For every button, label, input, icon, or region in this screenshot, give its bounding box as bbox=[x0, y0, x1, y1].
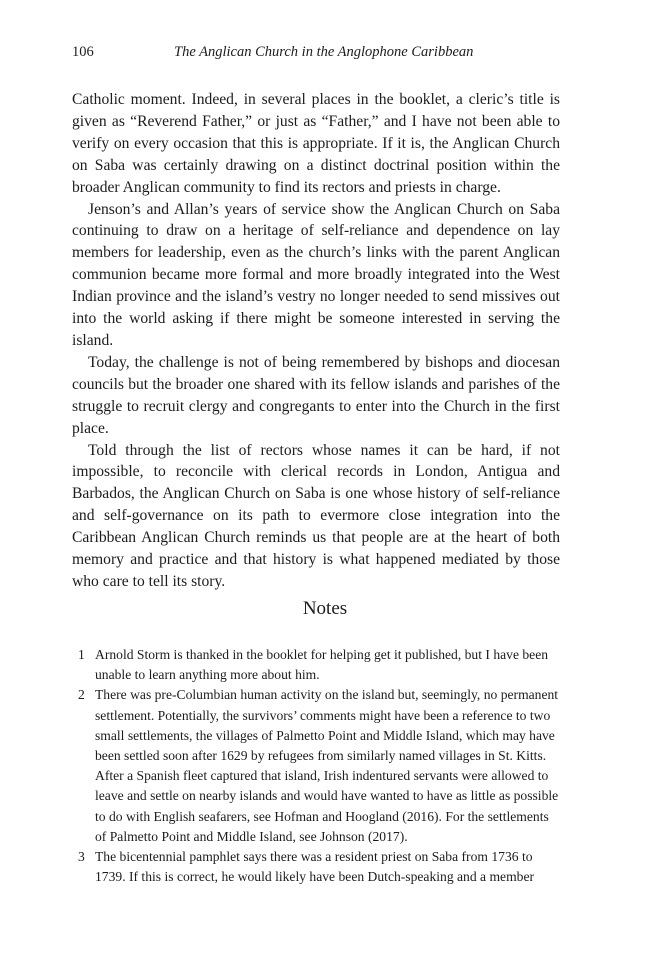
running-header bbox=[72, 44, 560, 68]
page-number: 106 bbox=[72, 44, 94, 60]
body-paragraph: Today, the challenge is not of being remembered by bishops and diocesan councils but the broader one shared with its fellow islands and parishes of the struggle to recruit clergy and congregants to enter into the Church in the first place. bbox=[72, 353, 560, 437]
body-paragraph: Jenson’s and Allan’s years of service show the Anglican Church on Saba continuing to draw on a heritage of self-reliance and dependence on lay members for leadership, even as the church’s links with the parent Anglican communion became more formal and more broadly integrated into the West Indian province and the island’s vestry no longer needed to send missives out into the world asking if there might be someone interested in serving the island. bbox=[72, 200, 560, 349]
notes-list bbox=[72, 645, 560, 887]
body-paragraph: Told through the list of rectors whose names it can be hard, if not impossible, to reconcile with clerical records in London, Antigua and Barbados, the Anglican Church on Saba is one whose history of self-reliance and self-governance on its path to evermore close integration into the Caribbean Anglican Church reminds us that people are at the heart of both memory and practice and that history is what happened mediated by those who care to tell its story. bbox=[72, 441, 560, 590]
body-paragraph: Catholic moment. Indeed, in several places in the booklet, a cleric’s title is given as “Reverend Father,” or just as “Father,” and I have not been able to verify on every occasion that this is appropriate. If it is, the Anglican Church on Saba was certainly drawing on a distinct doctrinal position within the broader Anglican community to find its rectors and priests in charge. bbox=[72, 91, 560, 196]
running-title: The Anglican Church in the Anglophone Caribbean bbox=[174, 44, 474, 60]
note-text: The bicentennial pamphlet says there was a resident priest on Saba from 1736 to 1739. If this is correct, he would likely have been Dutch-speaking and a member bbox=[95, 849, 535, 885]
notes-heading: Notes bbox=[302, 598, 348, 619]
note-item bbox=[72, 645, 560, 685]
body-text bbox=[72, 89, 560, 593]
note-number: 1 bbox=[78, 647, 85, 662]
note-item bbox=[72, 847, 560, 887]
note-text: There was pre-Columbian human activity on the island but, seemingly, no permanent settlement. Potentially, the survivors’ comments might have been a reference to two small settlements, the villages of Palmetto Point and Middle Island, which may have been settled soon after 1629 by refugees from similarly named villages in St. Kitts. After a Spanish fleet captured that island, Irish indentured servants were allowed to leave and settle on nearby islands and would have wanted to have as little as possible to do with English seafarers, see Hofman and Hoogland (2016). For the settlements of Palmetto Point and Middle Island, see Johnson (2017). bbox=[95, 687, 559, 844]
note-text: Arnold Storm is thanked in the booklet for helping get it published, but I have been unable to learn anything more about him. bbox=[95, 647, 549, 683]
note-item bbox=[72, 685, 560, 847]
note-number: 2 bbox=[78, 687, 85, 703]
note-number: 3 bbox=[78, 849, 85, 865]
